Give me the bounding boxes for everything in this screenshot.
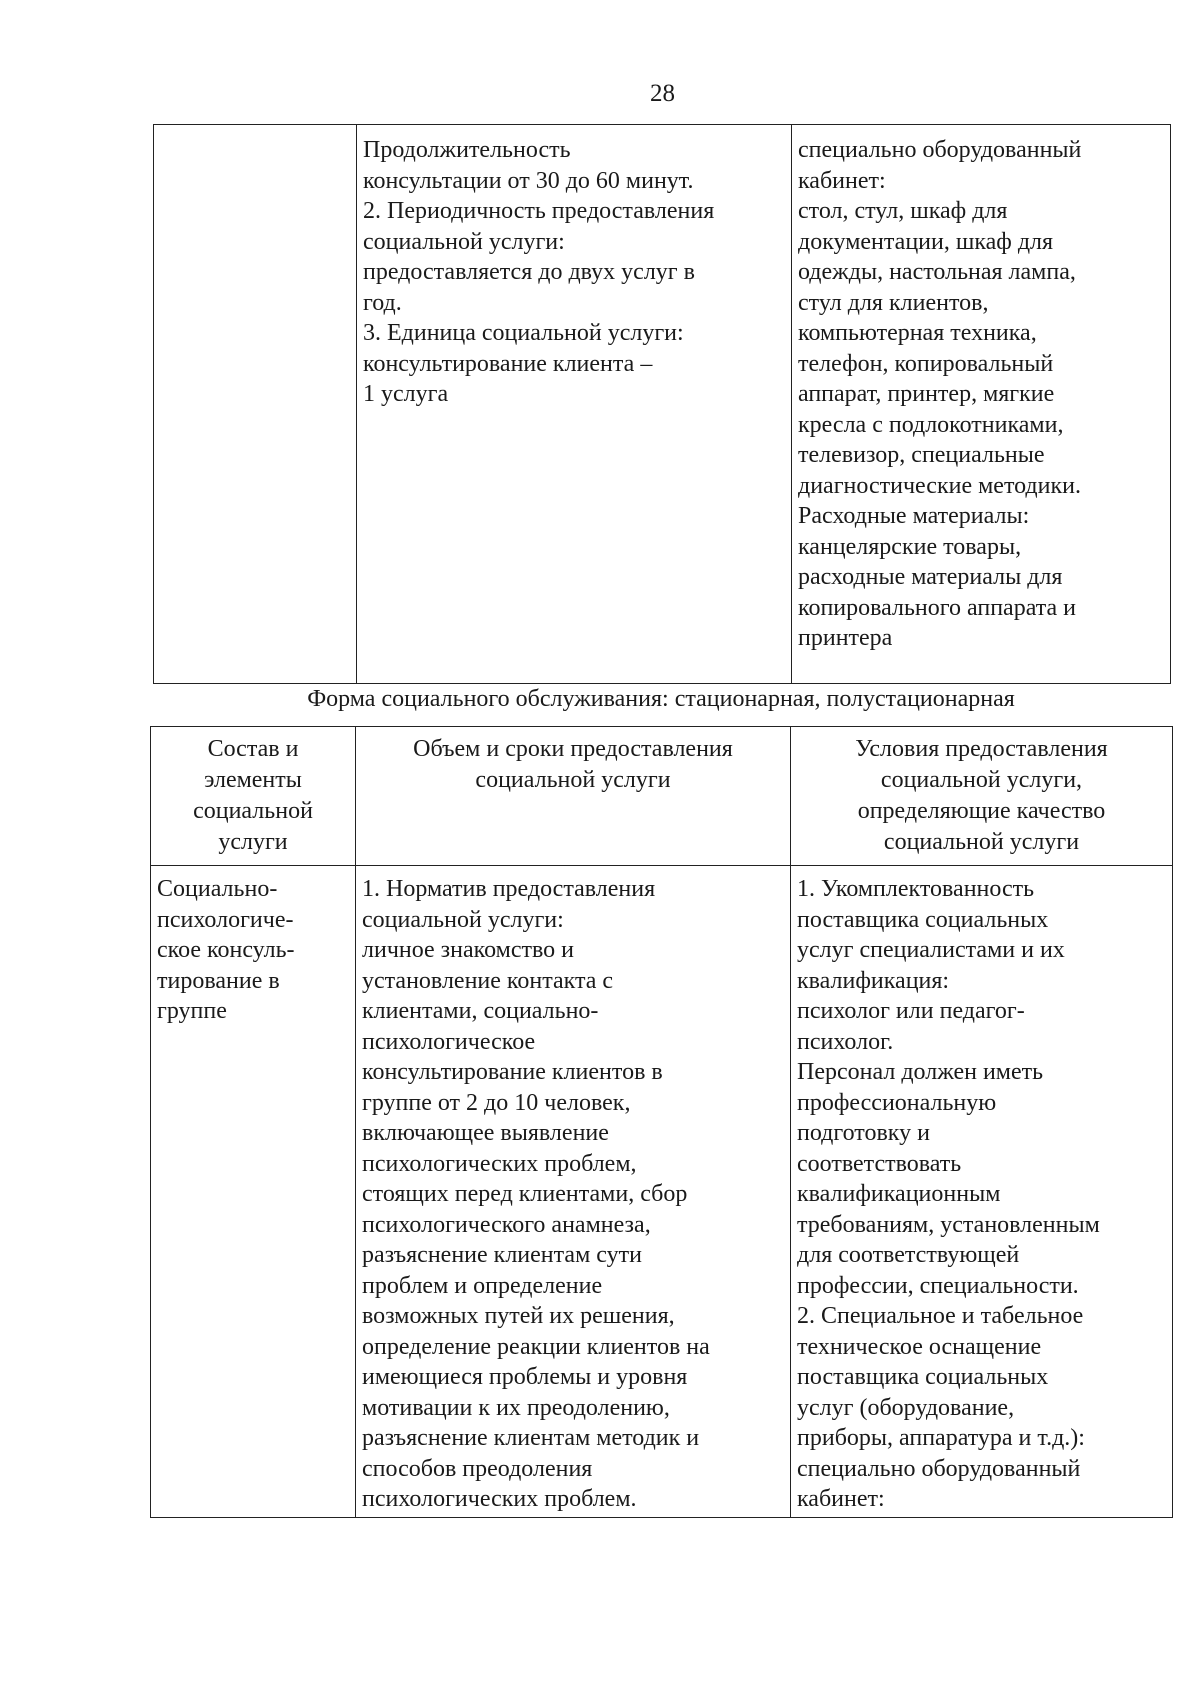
- text-line: психологическое: [362, 1028, 536, 1055]
- service-name-cell: [151, 866, 356, 1518]
- text-line: услуг специалистами и их: [797, 937, 1065, 963]
- text-line: расходные материалы для: [798, 564, 1063, 590]
- text-line: документации, шкаф для: [798, 228, 1054, 255]
- text-line: разъяснение клиентам методик и: [362, 1425, 700, 1451]
- text-line: социальной услуги,: [880, 767, 1083, 793]
- volume-terms-cell: [357, 125, 792, 684]
- text-line: Состав и: [207, 736, 299, 762]
- text-line: социальной услуги:: [362, 906, 564, 933]
- page-number: 28: [650, 80, 675, 107]
- text-line: кабинет:: [798, 167, 886, 194]
- text-line: квалификация:: [797, 967, 950, 994]
- text-line: социальной услуги: [475, 767, 671, 793]
- text-line: социальной услуги:: [363, 228, 565, 255]
- text-line: 1. Норматив предоставления: [362, 876, 656, 902]
- text-line: стол, стул, шкаф для: [798, 198, 1008, 224]
- text-line: телефон, копировальный: [798, 350, 1054, 377]
- text-line: телевизор, специальные: [798, 442, 1045, 468]
- text-line: Персонал должен иметь: [797, 1059, 1044, 1085]
- text-line: специально оборудованный: [797, 1455, 1081, 1482]
- text-line: включающее выявление: [362, 1120, 609, 1146]
- text-line: поставщика социальных: [797, 906, 1049, 933]
- text-line: определение реакции клиентов на: [362, 1333, 710, 1360]
- text-line: психологического анамнеза,: [362, 1211, 651, 1238]
- text-line: диагностические методики.: [798, 472, 1081, 499]
- service-name-cell: [154, 125, 357, 684]
- text-line: приборы, аппаратура и т.д.):: [797, 1425, 1085, 1451]
- text-line: услуги: [218, 829, 288, 855]
- continuation-table: [153, 124, 1171, 684]
- text-line: поставщика социальных: [797, 1364, 1049, 1390]
- text-line: 1 услуга: [363, 381, 449, 407]
- text-line: личное знакомство и: [362, 937, 574, 963]
- conditions-cell: [792, 125, 1171, 684]
- text-line: профессии, специальности.: [797, 1272, 1079, 1299]
- table-row: [154, 125, 1171, 684]
- header-conditions: [791, 727, 1173, 866]
- text-line: Объем и сроки предоставления: [413, 736, 733, 762]
- text-line: требованиям, установленным: [797, 1211, 1100, 1238]
- text-line: ское консуль-: [157, 937, 295, 963]
- table-row: [151, 866, 1173, 1518]
- text-line: мотивации к их преодолению,: [362, 1394, 670, 1421]
- text-line: группе: [157, 998, 227, 1024]
- text-line: для соответствующей: [797, 1242, 1020, 1268]
- text-line: консультации от 30 до 60 минут.: [363, 167, 694, 194]
- text-line: квалификационным: [797, 1181, 1001, 1207]
- text-line: компьютерная техника,: [798, 320, 1037, 346]
- text-line: 2. Периодичность предоставления: [363, 198, 715, 224]
- text-line: клиентами, социально-: [362, 998, 599, 1024]
- text-line: подготовку и: [797, 1120, 930, 1146]
- text-line: элементы: [204, 767, 302, 793]
- text-line: социальной услуги: [883, 829, 1080, 855]
- volume-terms-cell: [356, 866, 791, 1518]
- text-line: психолог.: [797, 1028, 894, 1055]
- text-line: возможных путей их решения,: [362, 1303, 675, 1329]
- text-line: техническое оснащение: [797, 1333, 1042, 1360]
- text-line: установление контакта с: [362, 967, 614, 994]
- text-line: Расходные материалы:: [798, 503, 1030, 529]
- text-line: Продолжительность: [363, 137, 571, 163]
- text-line: 3. Единица социальной услуги:: [363, 320, 684, 346]
- text-line: кресла с подлокотниками,: [798, 411, 1064, 438]
- text-line: консультирование клиента –: [363, 350, 653, 377]
- service-table: [150, 726, 1173, 1518]
- text-line: канцелярские товары,: [798, 533, 1022, 560]
- text-line: 2. Специальное и табельное: [797, 1303, 1084, 1329]
- text-line: консультирование клиентов в: [362, 1059, 663, 1085]
- header-composition: [151, 727, 356, 866]
- text-line: предоставляется до двух услуг в: [363, 259, 695, 285]
- text-line: профессиональную: [797, 1089, 997, 1116]
- text-line: разъяснение клиентам сути: [362, 1242, 642, 1268]
- text-line: Условия предоставления: [855, 736, 1108, 762]
- text-line: специально оборудованный: [798, 137, 1082, 163]
- text-line: стул для клиентов,: [798, 289, 989, 316]
- table-header-row: [151, 727, 1173, 866]
- service-form-caption: Форма социального обслуживания: стационарная, полустационарная: [307, 686, 1015, 712]
- text-line: аппарат, принтер, мягкие: [798, 381, 1055, 407]
- text-line: Социально-: [157, 876, 278, 902]
- conditions-cell: [791, 866, 1173, 1518]
- text-line: психологических проблем,: [362, 1150, 637, 1177]
- text-line: психологических проблем.: [362, 1486, 637, 1512]
- text-line: психологиче-: [157, 906, 294, 933]
- text-line: тирование в: [157, 967, 280, 994]
- text-line: год.: [363, 289, 402, 316]
- text-line: имеющиеся проблемы и уровня: [362, 1364, 688, 1390]
- text-line: социальной: [193, 798, 313, 824]
- text-line: психолог или педагог-: [797, 998, 1025, 1024]
- header-volume-terms: [356, 727, 791, 866]
- text-line: принтера: [798, 625, 893, 651]
- text-line: соответствовать: [797, 1150, 962, 1177]
- text-line: услуг (оборудование,: [797, 1394, 1015, 1421]
- text-line: копировального аппарата и: [798, 594, 1077, 621]
- text-line: 1. Укомплектованность: [797, 876, 1035, 902]
- text-line: кабинет:: [797, 1486, 885, 1512]
- text-line: способов преодоления: [362, 1455, 593, 1482]
- text-line: проблем и определение: [362, 1272, 603, 1299]
- text-line: одежды, настольная лампа,: [798, 259, 1076, 285]
- text-line: группе от 2 до 10 человек,: [362, 1089, 631, 1116]
- text-line: стоящих перед клиентами, сбор: [362, 1181, 688, 1207]
- text-line: определяющие качество: [857, 798, 1106, 824]
